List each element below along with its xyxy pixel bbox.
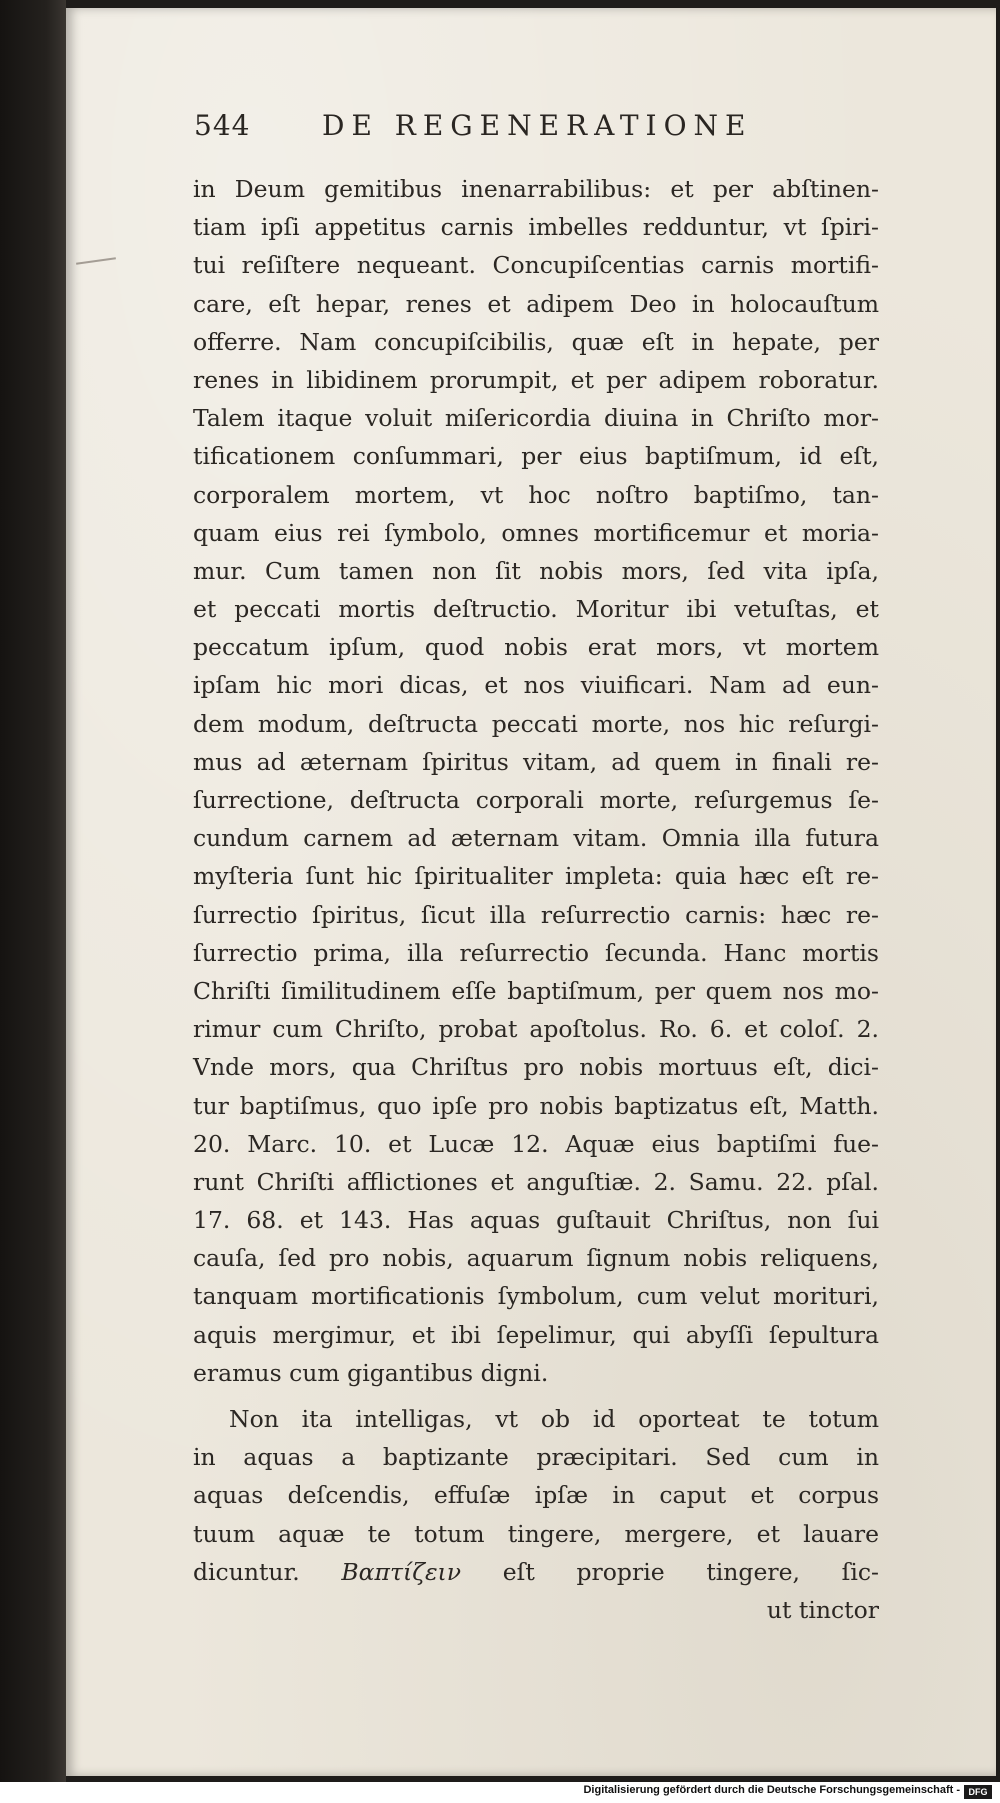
text-line: rimur cum Chriſto, probat apoſtolus. Ro. 6. et coloſ. 2. (193, 1015, 879, 1044)
text-line: care, eſt hepar, renes et adipem Deo in holocauſtum (193, 289, 879, 318)
page-number: 544 (194, 109, 251, 142)
text-line: mus ad æternam ſpiritus vitam, ad quem in finali re- (193, 747, 879, 776)
text-line: tur baptiſmus, quo ipſe pro nobis baptizatus eſt, Matth. (193, 1091, 879, 1120)
text-line: Non ita intelligas, vt ob id oporteat te totum (229, 1405, 879, 1433)
paragraph-gap (193, 1392, 879, 1400)
text-line: mur. Cum tamen non ſit nobis mors, ſed vita ipſa, (193, 556, 879, 585)
text-line: et peccati mortis deſtructio. Moritur ibi vetuſtas, et (193, 595, 879, 624)
funding-notice: Digitalisierung gefördert durch die Deutsche Forschungsgemeinschaft - (583, 1784, 960, 1796)
text-line: runt Chriſti afflictiones et anguſtiæ. 2. Samu. 22. pſal. (193, 1167, 879, 1196)
book-gutter (0, 0, 66, 1803)
text-line: in aquas a baptizante præcipitari. Sed cum in (193, 1443, 879, 1472)
text-segment: eſt proprie tingere, ſic- (502, 1557, 879, 1586)
running-title: DE REGENERATIONE (322, 109, 753, 142)
body-text (193, 170, 879, 1629)
footer-bar (0, 1782, 1000, 1803)
margin-mark (76, 257, 116, 265)
text-line: tiam ipſi appetitus carnis imbelles redduntur, vt ſpiri- (193, 213, 879, 242)
text-line: cundum carnem ad æternam vitam. Omnia illa futura (193, 824, 879, 853)
text-line: aquis mergimur, et ibi ſepelimur, qui abyſſi ſepultura (193, 1320, 879, 1349)
text-line: ſurrectio ſpiritus, ſicut illa reſurrectio carnis: hæc re- (193, 900, 879, 929)
text-line: ſurrectione, deſtructa corporali morte, reſurgemus ſe- (193, 786, 879, 814)
text-line: dem modum, deſtructa peccati morte, nos hic reſurgi- (193, 709, 879, 738)
text-line: peccatum ipſum, quod nobis erat mors, vt mortem (193, 633, 879, 662)
text-line: aquas deſcendis, effuſæ ipſæ in caput et corpus (193, 1481, 879, 1510)
text-line: 17. 68. et 143. Has aquas guſtauit Chriſtus, non ſui (193, 1206, 879, 1235)
text-line-with-greek (193, 1553, 879, 1591)
text-line: ſurrectio prima, illa reſurrectio ſecunda. Hanc mortis (193, 938, 879, 967)
text-line: Talem itaque voluit miſericordia diuina in Chriſto mor- (193, 404, 879, 433)
text-line: tanquam mortificationis ſymbolum, cum velut morituri, (193, 1282, 879, 1311)
text-line: tificationem conſummari, per eius baptiſmum, id eſt, (193, 442, 879, 471)
text-line: corporalem mortem, vt hoc noſtro baptiſmo, tan- (193, 480, 879, 509)
text-line: myſteria ſunt hic ſpiritualiter impleta: quia hæc eſt re- (193, 862, 879, 891)
text-line: quam eius rei ſymbolo, omnes mortificemur et moria- (193, 518, 879, 547)
text-line: Vnde mors, qua Chriſtus pro nobis mortuus eſt, dici- (193, 1053, 879, 1082)
text-line: renes in libidinem prorumpit, et per adipem roboratur. (193, 365, 879, 394)
text-line: 20. Marc. 10. et Lucæ 12. Aquæ eius baptiſmi fue- (193, 1129, 879, 1158)
dfg-logo: DFG (964, 1785, 992, 1799)
greek-word: Βαπτίζειν (341, 1557, 462, 1586)
text-line: Chriſti ſimilitudinem eſſe baptiſmum, per quem nos mo- (193, 976, 879, 1005)
page-header (194, 105, 874, 155)
text-line: in Deum gemitibus inenarrabilibus: et per abſtinen- (193, 175, 879, 203)
text-line: offerre. Nam concupiſcibilis, quæ eſt in hepate, per (193, 327, 879, 356)
text-line: eramus cum gigantibus digni. (193, 1358, 549, 1387)
text-line: ipſam hic mori dicas, et nos viuificari. Nam ad eun- (193, 671, 879, 700)
text-line: tui reſiſtere nequeant. Concupiſcentias carnis mortifi- (193, 251, 879, 280)
catchword: ut tinctor (766, 1595, 879, 1624)
text-segment: dicuntur. (193, 1557, 300, 1586)
text-line: tuum aquæ te totum tingere, mergere, et lauare (193, 1519, 879, 1548)
text-line: cauſa, ſed pro nobis, aquarum ſignum nobis reliquens, (193, 1244, 879, 1273)
